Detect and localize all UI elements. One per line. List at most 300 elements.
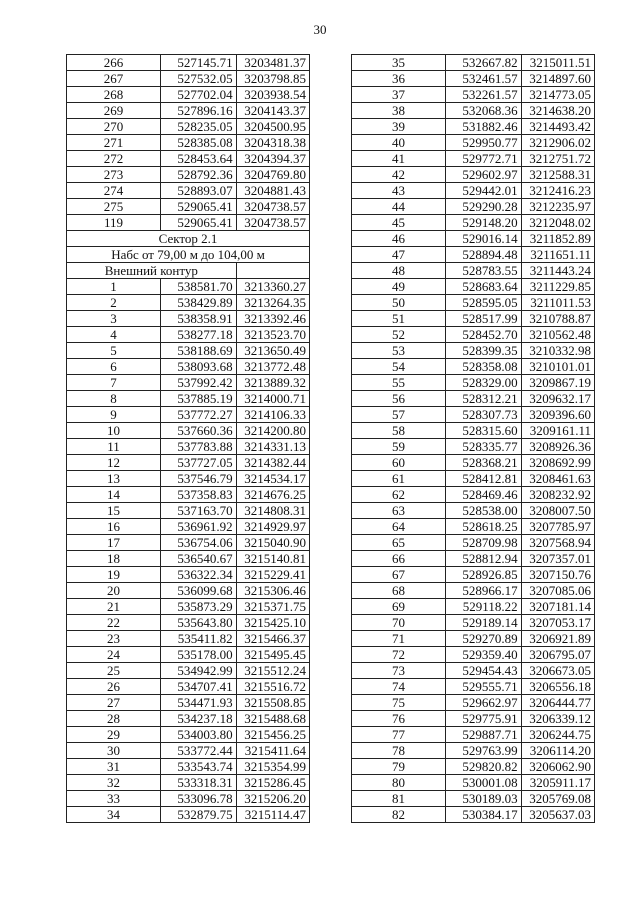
coord-x: 530384.17 — [446, 807, 521, 823]
coord-x: 536540.67 — [161, 551, 236, 567]
coord-x: 534237.18 — [161, 711, 236, 727]
point-number: 57 — [352, 407, 446, 423]
table-row — [352, 711, 595, 727]
coord-y: 3204143.37 — [236, 103, 309, 119]
coord-x: 528358.08 — [446, 359, 521, 375]
point-number: 18 — [67, 551, 161, 567]
coord-y: 3215354.99 — [236, 759, 309, 775]
table-row — [352, 599, 595, 615]
point-number: 77 — [352, 727, 446, 743]
coord-y: 3214106.33 — [236, 407, 309, 423]
table-row — [67, 151, 310, 167]
coord-y: 3215495.45 — [236, 647, 309, 663]
coord-y: 3214493.42 — [521, 119, 594, 135]
coord-x: 538093.68 — [161, 359, 236, 375]
coord-y: 3215229.41 — [236, 567, 309, 583]
coord-y: 3206244.75 — [521, 727, 594, 743]
table-row — [352, 407, 595, 423]
coord-x: 535873.29 — [161, 599, 236, 615]
point-number: 71 — [352, 631, 446, 647]
coord-x: 532261.57 — [446, 87, 521, 103]
table-row — [67, 583, 310, 599]
point-number: 76 — [352, 711, 446, 727]
coord-x: 529772.71 — [446, 151, 521, 167]
point-number: 28 — [67, 711, 161, 727]
table-row — [67, 199, 310, 215]
coord-y: 3204318.38 — [236, 135, 309, 151]
coord-x: 528683.64 — [446, 279, 521, 295]
coord-x: 528618.25 — [446, 519, 521, 535]
point-number: 31 — [67, 759, 161, 775]
coord-y: 3208232.92 — [521, 487, 594, 503]
table-row — [352, 199, 595, 215]
coord-y: 3207085.06 — [521, 583, 594, 599]
table-row — [67, 535, 310, 551]
coord-x: 528399.35 — [446, 343, 521, 359]
point-number: 6 — [67, 359, 161, 375]
coord-y: 3205637.03 — [521, 807, 594, 823]
coord-x: 528312.21 — [446, 391, 521, 407]
coord-x: 529950.77 — [446, 135, 521, 151]
coord-x: 534942.99 — [161, 663, 236, 679]
coordinates-table-left — [66, 54, 310, 823]
point-number: 74 — [352, 679, 446, 695]
table-row — [67, 599, 310, 615]
coord-y: 3215040.90 — [236, 535, 309, 551]
coord-y: 3206673.05 — [521, 663, 594, 679]
right-table-rows — [352, 55, 595, 823]
point-number: 268 — [67, 87, 161, 103]
point-number: 272 — [67, 151, 161, 167]
point-number: 44 — [352, 199, 446, 215]
point-number: 36 — [352, 71, 446, 87]
coord-y: 3210562.48 — [521, 327, 594, 343]
point-number: 38 — [352, 103, 446, 119]
point-number: 63 — [352, 503, 446, 519]
point-number: 274 — [67, 183, 161, 199]
coord-x: 534471.93 — [161, 695, 236, 711]
coord-y: 3209396.60 — [521, 407, 594, 423]
table-row — [352, 295, 595, 311]
point-number: 269 — [67, 103, 161, 119]
table-row — [352, 679, 595, 695]
table-row — [352, 695, 595, 711]
coord-y: 3215011.51 — [521, 55, 594, 71]
coord-y: 3208007.50 — [521, 503, 594, 519]
point-number: 7 — [67, 375, 161, 391]
coord-y: 3215114.47 — [236, 807, 309, 823]
coord-x: 528893.07 — [161, 183, 236, 199]
table-row — [352, 135, 595, 151]
coord-x: 537546.79 — [161, 471, 236, 487]
table-row — [352, 359, 595, 375]
coord-y: 3213392.46 — [236, 311, 309, 327]
table-row — [352, 231, 595, 247]
table-row — [67, 519, 310, 535]
coord-x: 529602.97 — [446, 167, 521, 183]
coord-y: 3205769.08 — [521, 791, 594, 807]
table-row — [67, 135, 310, 151]
table-row — [67, 279, 310, 295]
coord-y: 3215516.72 — [236, 679, 309, 695]
table-row — [352, 503, 595, 519]
coord-x: 528385.08 — [161, 135, 236, 151]
coord-y: 3215286.45 — [236, 775, 309, 791]
point-number: 73 — [352, 663, 446, 679]
coord-y: 3215411.64 — [236, 743, 309, 759]
coord-y: 3215206.20 — [236, 791, 309, 807]
point-number: 2 — [67, 295, 161, 311]
coord-y: 3210101.01 — [521, 359, 594, 375]
coord-y: 3209867.19 — [521, 375, 594, 391]
table-row — [67, 455, 310, 471]
coord-x: 528307.73 — [446, 407, 521, 423]
coord-y: 3213523.70 — [236, 327, 309, 343]
sector-header — [67, 231, 310, 279]
point-number: 45 — [352, 215, 446, 231]
coord-x: 529270.89 — [446, 631, 521, 647]
table-row — [352, 519, 595, 535]
coord-y: 3212588.31 — [521, 167, 594, 183]
coord-x: 528469.46 — [446, 487, 521, 503]
table-row — [67, 551, 310, 567]
coord-x: 529118.22 — [446, 599, 521, 615]
table-row — [67, 343, 310, 359]
coord-y: 3215456.25 — [236, 727, 309, 743]
point-number: 50 — [352, 295, 446, 311]
coord-y: 3215508.85 — [236, 695, 309, 711]
coord-y: 3211852.89 — [521, 231, 594, 247]
coord-x: 528538.00 — [446, 503, 521, 519]
point-number: 271 — [67, 135, 161, 151]
coord-x: 528966.17 — [446, 583, 521, 599]
coord-y: 3204738.57 — [236, 199, 309, 215]
coord-x: 528926.85 — [446, 567, 521, 583]
point-number: 49 — [352, 279, 446, 295]
coord-x: 527702.04 — [161, 87, 236, 103]
coord-x: 532068.36 — [446, 103, 521, 119]
coord-x: 534003.80 — [161, 727, 236, 743]
coord-x: 538429.89 — [161, 295, 236, 311]
point-number: 46 — [352, 231, 446, 247]
table-row — [352, 375, 595, 391]
coord-y: 3214808.31 — [236, 503, 309, 519]
coord-x: 528792.36 — [161, 167, 236, 183]
coord-x: 535643.80 — [161, 615, 236, 631]
table-row — [352, 727, 595, 743]
coord-x: 528368.21 — [446, 455, 521, 471]
coord-x: 533543.74 — [161, 759, 236, 775]
left-table-top-rows — [67, 55, 310, 231]
coord-y: 3208461.63 — [521, 471, 594, 487]
point-number: 37 — [352, 87, 446, 103]
coord-x: 529763.99 — [446, 743, 521, 759]
table-row — [352, 183, 595, 199]
coord-y: 3209632.17 — [521, 391, 594, 407]
table-row — [67, 743, 310, 759]
coord-x: 528453.64 — [161, 151, 236, 167]
point-number: 81 — [352, 791, 446, 807]
point-number: 11 — [67, 439, 161, 455]
table-row — [67, 103, 310, 119]
coord-y: 3206444.77 — [521, 695, 594, 711]
coord-x: 529442.01 — [446, 183, 521, 199]
coord-y: 3206556.18 — [521, 679, 594, 695]
sector-title: Сектор 2.1 — [67, 231, 310, 247]
coord-x: 529820.82 — [446, 759, 521, 775]
coord-y: 3215140.81 — [236, 551, 309, 567]
coord-y: 3203798.85 — [236, 71, 309, 87]
point-number: 10 — [67, 423, 161, 439]
table-row — [352, 343, 595, 359]
table-row — [67, 807, 310, 823]
contour-label: Внешний контур — [67, 263, 237, 279]
point-number: 60 — [352, 455, 446, 471]
coord-x: 530189.03 — [446, 791, 521, 807]
coord-y: 3214897.60 — [521, 71, 594, 87]
table-row — [67, 375, 310, 391]
coord-y: 3206795.07 — [521, 647, 594, 663]
point-number: 19 — [67, 567, 161, 583]
point-number: 43 — [352, 183, 446, 199]
coord-x: 529454.43 — [446, 663, 521, 679]
coord-x: 528894.48 — [446, 247, 521, 263]
table-row — [352, 775, 595, 791]
coord-y: 3211229.85 — [521, 279, 594, 295]
coord-y: 3210788.87 — [521, 311, 594, 327]
coord-y: 3206114.20 — [521, 743, 594, 759]
coord-x: 537660.36 — [161, 423, 236, 439]
point-number: 55 — [352, 375, 446, 391]
table-row — [352, 551, 595, 567]
point-number: 52 — [352, 327, 446, 343]
coord-y: 3204769.80 — [236, 167, 309, 183]
coord-x: 529016.14 — [446, 231, 521, 247]
point-number: 70 — [352, 615, 446, 631]
sector-title-row — [67, 231, 310, 247]
point-number: 33 — [67, 791, 161, 807]
coord-y: 3214929.97 — [236, 519, 309, 535]
point-number: 58 — [352, 423, 446, 439]
point-number: 267 — [67, 71, 161, 87]
table-row — [67, 167, 310, 183]
coord-y: 3207357.01 — [521, 551, 594, 567]
coord-y: 3204881.43 — [236, 183, 309, 199]
table-row — [67, 215, 310, 231]
coord-x: 529555.71 — [446, 679, 521, 695]
coord-x: 538277.18 — [161, 327, 236, 343]
table-row — [67, 759, 310, 775]
point-number: 39 — [352, 119, 446, 135]
left-table-bottom-rows — [67, 279, 310, 823]
coord-y: 3214331.13 — [236, 439, 309, 455]
table-row — [67, 71, 310, 87]
table-row — [352, 103, 595, 119]
point-number: 75 — [352, 695, 446, 711]
coord-x: 529189.14 — [446, 615, 521, 631]
coord-x: 528812.94 — [446, 551, 521, 567]
coord-x: 532461.57 — [446, 71, 521, 87]
coord-x: 536961.92 — [161, 519, 236, 535]
table-row — [352, 631, 595, 647]
point-number: 53 — [352, 343, 446, 359]
point-number: 59 — [352, 439, 446, 455]
coord-x: 536099.68 — [161, 583, 236, 599]
table-row — [67, 663, 310, 679]
coord-x: 535411.82 — [161, 631, 236, 647]
coord-x: 533096.78 — [161, 791, 236, 807]
point-number: 67 — [352, 567, 446, 583]
table-row — [67, 471, 310, 487]
coord-y: 3207150.76 — [521, 567, 594, 583]
coord-y: 3212048.02 — [521, 215, 594, 231]
coord-y: 3206339.12 — [521, 711, 594, 727]
coord-x: 528709.98 — [446, 535, 521, 551]
table-row — [67, 87, 310, 103]
coord-y: 3204738.57 — [236, 215, 309, 231]
coord-y: 3207568.94 — [521, 535, 594, 551]
coord-x: 537885.19 — [161, 391, 236, 407]
coord-y: 3203938.54 — [236, 87, 309, 103]
table-row — [352, 583, 595, 599]
coord-y: 3215488.68 — [236, 711, 309, 727]
table-row — [352, 615, 595, 631]
table-row — [352, 791, 595, 807]
point-number: 35 — [352, 55, 446, 71]
point-number: 1 — [67, 279, 161, 295]
table-row — [352, 759, 595, 775]
coord-y: 3215306.46 — [236, 583, 309, 599]
point-number: 15 — [67, 503, 161, 519]
coord-y: 3214534.17 — [236, 471, 309, 487]
point-number: 34 — [67, 807, 161, 823]
point-number: 23 — [67, 631, 161, 647]
table-row — [67, 647, 310, 663]
point-number: 80 — [352, 775, 446, 791]
point-number: 40 — [352, 135, 446, 151]
point-number: 47 — [352, 247, 446, 263]
point-number: 56 — [352, 391, 446, 407]
coord-y: 3207053.17 — [521, 615, 594, 631]
coord-x: 538188.69 — [161, 343, 236, 359]
table-row — [352, 327, 595, 343]
point-number: 12 — [67, 455, 161, 471]
point-number: 78 — [352, 743, 446, 759]
table-row — [67, 487, 310, 503]
coord-y: 3212235.97 — [521, 199, 594, 215]
coord-y: 3213650.49 — [236, 343, 309, 359]
coord-y: 3211443.24 — [521, 263, 594, 279]
table-row — [352, 647, 595, 663]
coord-y: 3214000.71 — [236, 391, 309, 407]
table-row — [352, 87, 595, 103]
coord-x: 535178.00 — [161, 647, 236, 663]
point-number: 30 — [67, 743, 161, 759]
contour-label-row — [67, 263, 310, 279]
point-number: 32 — [67, 775, 161, 791]
coord-y: 3213360.27 — [236, 279, 309, 295]
point-number: 66 — [352, 551, 446, 567]
coord-y: 3208926.36 — [521, 439, 594, 455]
table-row — [352, 743, 595, 759]
contour-label-empty-cell — [236, 263, 309, 279]
coord-y: 3212751.72 — [521, 151, 594, 167]
coord-x: 537992.42 — [161, 375, 236, 391]
coord-y: 3204394.37 — [236, 151, 309, 167]
table-row — [67, 295, 310, 311]
coord-x: 536754.06 — [161, 535, 236, 551]
point-number: 17 — [67, 535, 161, 551]
table-row — [352, 215, 595, 231]
coord-y: 3213889.32 — [236, 375, 309, 391]
table-row — [67, 679, 310, 695]
coord-y: 3204500.95 — [236, 119, 309, 135]
point-number: 270 — [67, 119, 161, 135]
coord-x: 527896.16 — [161, 103, 236, 119]
coord-y: 3214382.44 — [236, 455, 309, 471]
coord-y: 3215371.75 — [236, 599, 309, 615]
point-number: 82 — [352, 807, 446, 823]
coord-x: 536322.34 — [161, 567, 236, 583]
point-number: 54 — [352, 359, 446, 375]
coord-x: 529065.41 — [161, 199, 236, 215]
coord-x: 538581.70 — [161, 279, 236, 295]
point-number: 41 — [352, 151, 446, 167]
table-row — [352, 247, 595, 263]
point-number: 8 — [67, 391, 161, 407]
point-number: 65 — [352, 535, 446, 551]
table-row — [67, 631, 310, 647]
coord-x: 528335.77 — [446, 439, 521, 455]
point-number: 119 — [67, 215, 161, 231]
coord-y: 3213264.35 — [236, 295, 309, 311]
coord-x: 529887.71 — [446, 727, 521, 743]
coord-x: 529662.97 — [446, 695, 521, 711]
point-number: 64 — [352, 519, 446, 535]
coord-x: 529359.40 — [446, 647, 521, 663]
coord-x: 537358.83 — [161, 487, 236, 503]
sector-range-row — [67, 247, 310, 263]
table-row — [67, 727, 310, 743]
coord-x: 537783.88 — [161, 439, 236, 455]
table-row — [352, 311, 595, 327]
coord-x: 529290.28 — [446, 199, 521, 215]
coord-x: 533772.44 — [161, 743, 236, 759]
coord-x: 537163.70 — [161, 503, 236, 519]
point-number: 51 — [352, 311, 446, 327]
table-row — [67, 311, 310, 327]
table-row — [67, 503, 310, 519]
table-row — [67, 407, 310, 423]
sector-range: Набс от 79,00 м до 104,00 м — [67, 247, 310, 263]
coord-y: 3206062.90 — [521, 759, 594, 775]
coord-x: 538358.91 — [161, 311, 236, 327]
table-row — [352, 807, 595, 823]
table-row — [352, 535, 595, 551]
coord-x: 528783.55 — [446, 263, 521, 279]
point-number: 25 — [67, 663, 161, 679]
point-number: 273 — [67, 167, 161, 183]
point-number: 42 — [352, 167, 446, 183]
coord-x: 528517.99 — [446, 311, 521, 327]
table-row — [352, 439, 595, 455]
point-number: 68 — [352, 583, 446, 599]
point-number: 16 — [67, 519, 161, 535]
table-row — [352, 663, 595, 679]
point-number: 3 — [67, 311, 161, 327]
coord-x: 537772.27 — [161, 407, 236, 423]
coord-x: 531882.46 — [446, 119, 521, 135]
